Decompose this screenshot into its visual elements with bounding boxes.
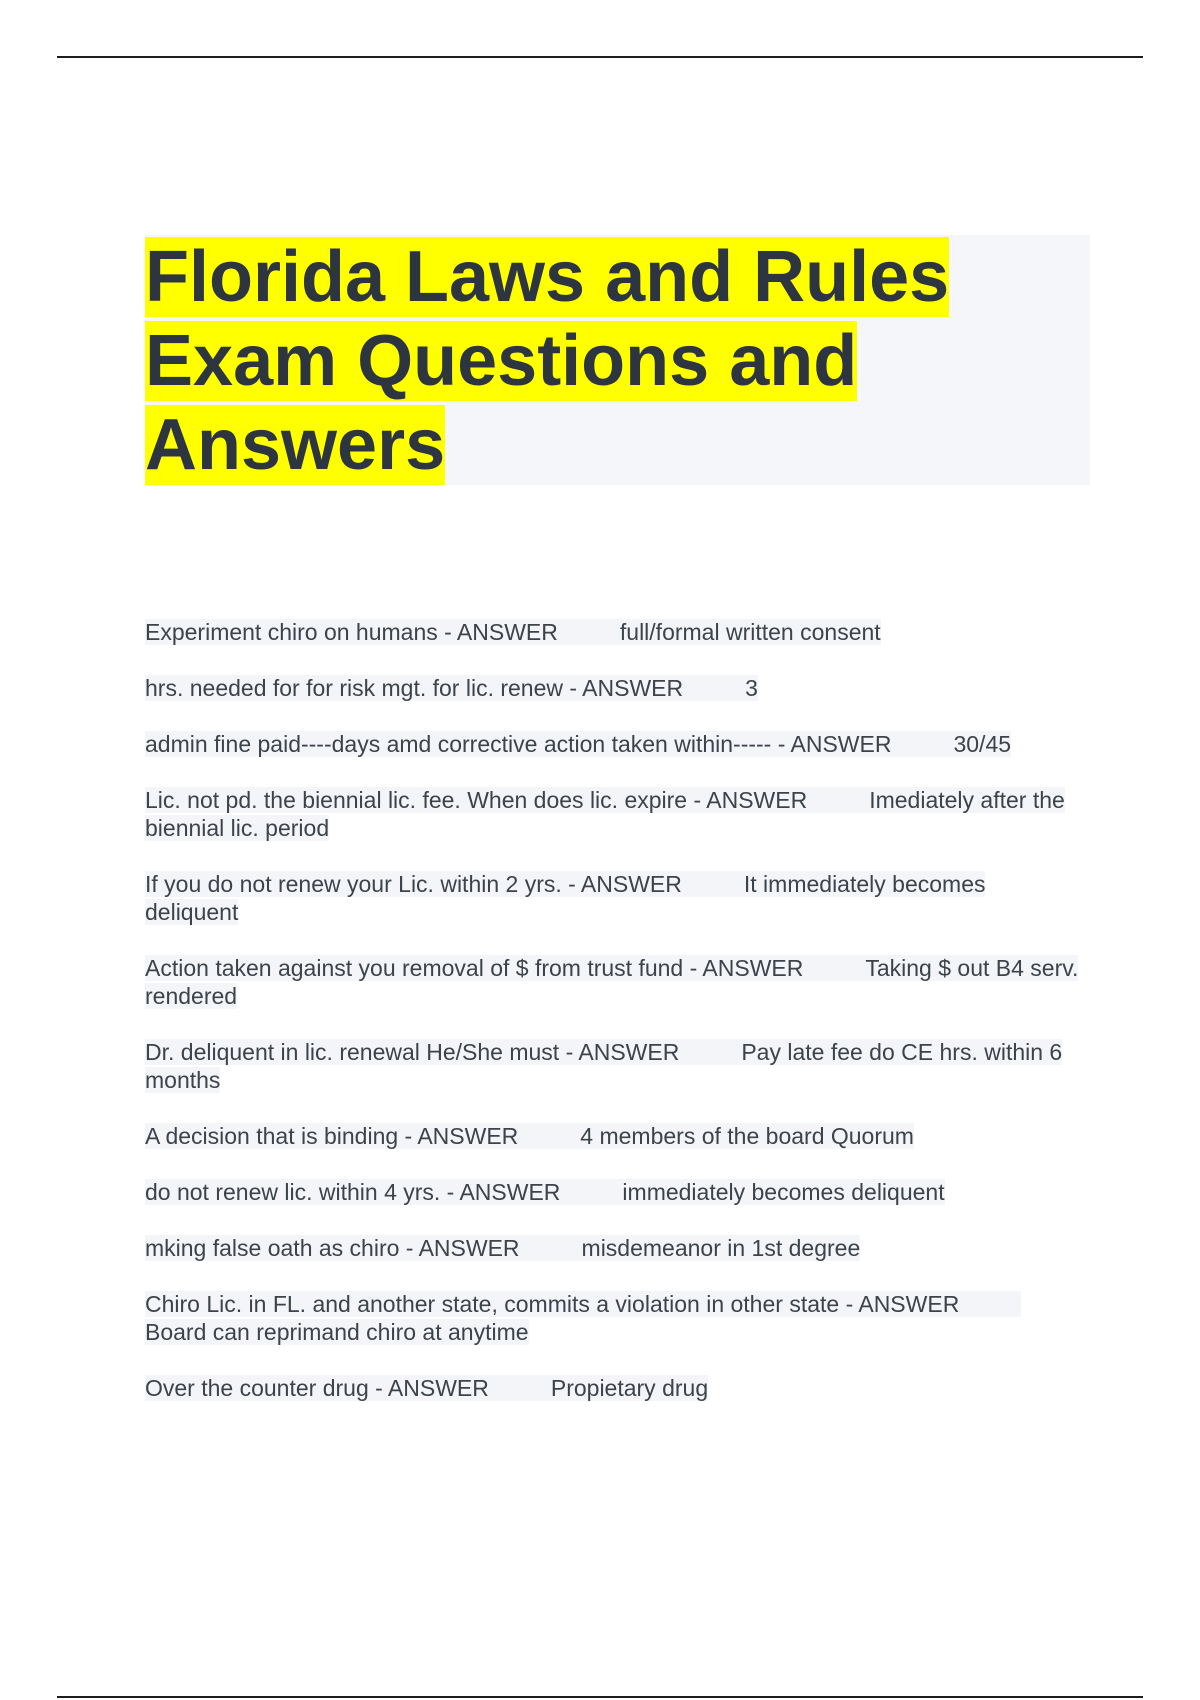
answer-separator: - ANSWER bbox=[687, 787, 808, 813]
answer-separator: - ANSWER bbox=[437, 619, 558, 645]
top-rule bbox=[57, 56, 1143, 58]
qa-item bbox=[145, 1178, 1080, 1206]
answer-text: Taking $ out B4 serv. rendered bbox=[145, 955, 1079, 1009]
answer-separator: - ANSWER bbox=[398, 1123, 519, 1149]
qa-item bbox=[145, 870, 1080, 926]
answer-text: Pay late fee do CE hrs. within 6 months bbox=[145, 1039, 1063, 1093]
bottom-rule bbox=[57, 1696, 1143, 1698]
answer-text: misdemeanor in 1st degree bbox=[581, 1235, 861, 1261]
qa-item bbox=[145, 618, 1080, 646]
question-text: A decision that is binding bbox=[145, 1123, 399, 1149]
page-title-text: Florida Laws and Rules Exam Questions and Answers bbox=[145, 237, 950, 485]
qa-item bbox=[145, 1290, 1080, 1346]
question-text: If you do not renew your Lic. within 2 yrs. bbox=[145, 871, 562, 897]
question-text: admin fine paid----days amd corrective action taken within----- bbox=[145, 731, 772, 757]
qa-item bbox=[145, 1234, 1080, 1262]
question-text: Over the counter drug bbox=[145, 1375, 369, 1401]
answer-separator: - ANSWER bbox=[559, 1039, 680, 1065]
qa-item bbox=[145, 1122, 1080, 1150]
answer-text: full/formal written consent bbox=[619, 619, 881, 645]
answer-text: 3 bbox=[745, 675, 758, 701]
question-text: Experiment chiro on humans bbox=[145, 619, 438, 645]
question-text: hrs. needed for for risk mgt. for lic. renew bbox=[145, 675, 563, 701]
answer-text: 4 members of the board Quorum bbox=[580, 1123, 914, 1149]
answer-separator: - ANSWER bbox=[563, 675, 684, 701]
answer-separator: - ANSWER bbox=[771, 731, 892, 757]
answer-text: immediately becomes deliquent bbox=[622, 1179, 945, 1205]
answer-text: Imediately after the biennial lic. period bbox=[145, 787, 1065, 841]
answer-separator: - ANSWER bbox=[683, 955, 804, 981]
page-title bbox=[145, 235, 965, 487]
title-block bbox=[145, 235, 1090, 485]
question-text: mking false oath as chiro bbox=[145, 1235, 400, 1261]
qa-item bbox=[145, 954, 1080, 1010]
answer-text: Board can reprimand chiro at anytime bbox=[145, 1319, 529, 1345]
qa-list bbox=[145, 618, 1080, 1430]
answer-separator: - ANSWER bbox=[368, 1375, 489, 1401]
qa-item bbox=[145, 730, 1080, 758]
question-text: Lic. not pd. the biennial lic. fee. When does lic. expire bbox=[145, 787, 688, 813]
question-text: Dr. deliquent in lic. renewal He/She must bbox=[145, 1039, 560, 1065]
answer-text: Propietary drug bbox=[550, 1375, 709, 1401]
answer-text: 30/45 bbox=[953, 731, 1012, 757]
answer-separator: - ANSWER bbox=[561, 871, 682, 897]
qa-item bbox=[145, 1038, 1080, 1094]
answer-separator: - ANSWER bbox=[399, 1235, 520, 1261]
qa-item bbox=[145, 1374, 1080, 1402]
qa-item bbox=[145, 786, 1080, 842]
question-text: Action taken against you removal of $ from trust fund bbox=[145, 955, 684, 981]
answer-text: It immediately becomes deliquent bbox=[145, 871, 986, 925]
answer-separator: - ANSWER bbox=[839, 1291, 960, 1317]
question-text: Chiro Lic. in FL. and another state, commits a violation in other state bbox=[145, 1291, 840, 1317]
question-text: do not renew lic. within 4 yrs. bbox=[145, 1179, 441, 1205]
qa-item bbox=[145, 674, 1080, 702]
answer-separator: - ANSWER bbox=[440, 1179, 561, 1205]
